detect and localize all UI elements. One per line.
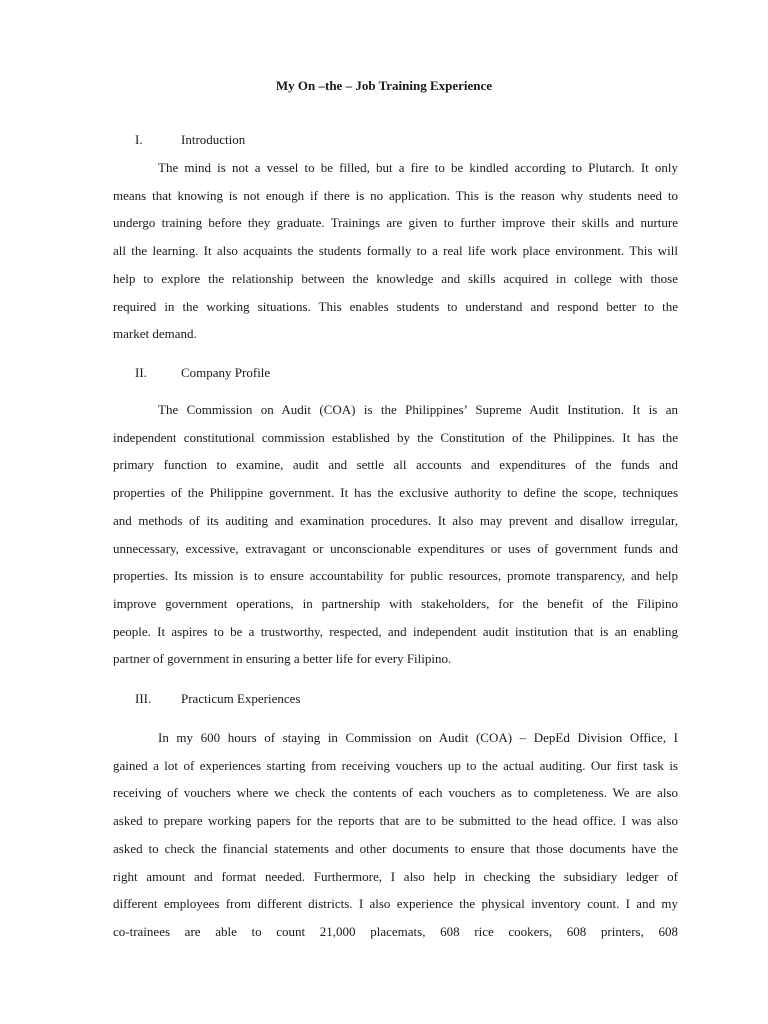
paragraph-line: means that knowing is not enough if there is no application. This is the reason why students need to	[113, 187, 678, 203]
paragraph-introduction	[113, 154, 678, 348]
paragraph-line: asked to prepare working papers for the reports that are to be submitted to the head office. I was also	[113, 813, 678, 829]
paragraph-line: primary function to examine, audit and settle all accounts and expenditures of the funds and	[113, 457, 678, 473]
paragraph-line: properties of the Philippine government. It has the exclusive authority to define the scope, techniques	[113, 485, 678, 501]
section-title: Introduction	[181, 132, 246, 147]
paragraph-line: receiving of vouchers where we check the contents of each vouchers as to completeness. We are also	[113, 785, 678, 801]
paragraph-line: asked to check the financial statements and other documents to ensure that those documents have the	[113, 840, 678, 856]
section-heading-practicum-experiences	[135, 690, 300, 708]
paragraph-line: and methods of its auditing and examination procedures. It also may prevent and disallow irregular,	[113, 512, 678, 528]
paragraph-line: undergo training before they graduate. Trainings are given to further improve their skills and nurture	[113, 215, 678, 231]
paragraph-line: improve government operations, in partnership with stakeholders, for the benefit of the Filipino	[113, 595, 678, 611]
section-title: Company Profile	[181, 365, 271, 380]
document-title: My On –the – Job Training Experience	[275, 78, 493, 93]
paragraph-line: The mind is not a vessel to be filled, but a fire to be kindled according to Plutarch. It only	[158, 160, 678, 175]
section-number: III.	[135, 691, 152, 706]
paragraph-line: right amount and format needed. Furthermore, I also help in checking the subsidiary ledger of	[113, 868, 678, 884]
paragraph-line: co-trainees are able to count 21,000 placemats, 608 rice cookers, 608 printers, 608	[113, 923, 678, 939]
paragraph-line: different employees from different districts. I also experience the physical inventory count. I and my	[113, 896, 678, 912]
section-title: Practicum Experiences	[181, 691, 301, 706]
paragraph-line: unnecessary, excessive, extravagant or unconscionable expenditures or uses of government funds and	[113, 540, 678, 556]
section-heading-company-profile	[135, 364, 270, 382]
paragraph-line: people. It aspires to be a trustworthy, respected, and independent audit institution that is an enabling	[113, 623, 678, 639]
paragraph-line: properties. Its mission is to ensure accountability for public resources, promote transparency, and help	[113, 568, 678, 584]
section-heading-introduction	[135, 131, 245, 149]
section-number: I.	[135, 132, 143, 147]
paragraph-line: required in the working situations. This enables students to understand and respond better to the	[113, 298, 678, 314]
paragraph-line: partner of government in ensuring a better life for every Filipino.	[113, 651, 452, 667]
section-number: II.	[135, 365, 147, 380]
paragraph-company-profile	[113, 396, 678, 673]
paragraph-line: gained a lot of experiences starting from receiving vouchers up to the actual auditing. Our first task is	[113, 757, 678, 773]
paragraph-line: all the learning. It also acquaints the students formally to a real life work place environment. This will	[113, 243, 678, 259]
paragraph-line: In my 600 hours of staying in Commission on Audit (COA) – DepEd Division Office, I	[158, 730, 678, 745]
paragraph-line: independent constitutional commission established by the Constitution of the Philippines. It has the	[113, 429, 678, 445]
paragraph-line: The Commission on Audit (COA) is the Philippines’ Supreme Audit Institution. It is an	[158, 402, 678, 417]
paragraph-practicum-experiences	[113, 724, 678, 946]
paragraph-line: market demand.	[113, 326, 197, 342]
paragraph-line: help to explore the relationship between the knowledge and skills acquired in college with those	[113, 270, 678, 286]
